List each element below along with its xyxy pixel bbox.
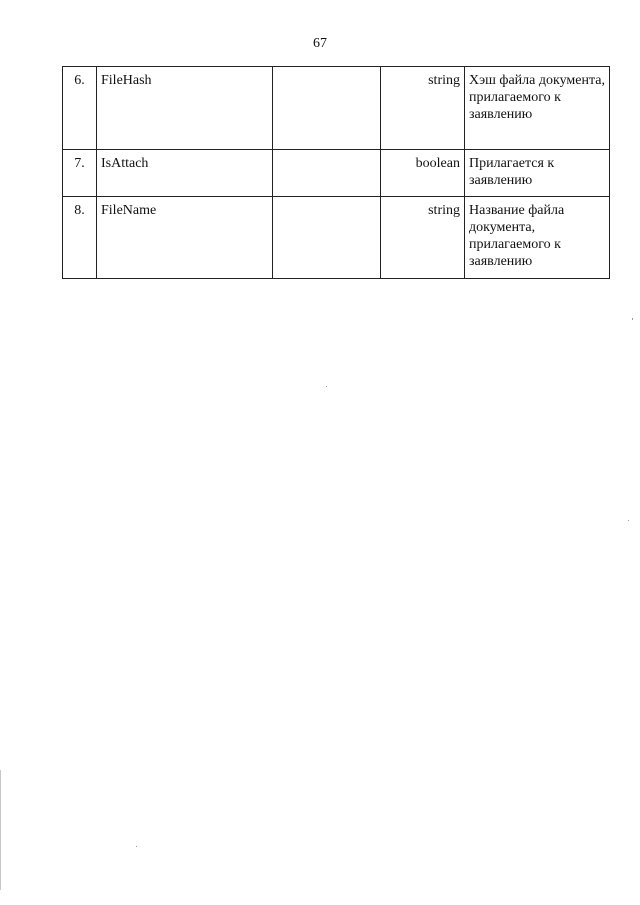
- page-number: 67: [313, 36, 327, 51]
- field-name-cell: FileName: [97, 197, 273, 279]
- field-description-cell: Прилагается к заявлению: [465, 150, 610, 197]
- scan-speck: [628, 520, 629, 521]
- row-number-cell: 7.: [63, 150, 97, 197]
- field-type-cell: string: [381, 197, 465, 279]
- empty-cell: [273, 197, 381, 279]
- field-type-cell: string: [381, 67, 465, 150]
- empty-cell: [273, 67, 381, 150]
- table-row: [63, 150, 610, 197]
- field-name-cell: FileHash: [97, 67, 273, 150]
- table-row: [63, 197, 610, 279]
- field-name-cell: IsAttach: [97, 150, 273, 197]
- field-type-cell: boolean: [381, 150, 465, 197]
- field-description-cell: Название файла документа, прилагаемого к заявлению: [465, 197, 610, 279]
- table-row: [63, 67, 610, 150]
- row-number-cell: 8.: [63, 197, 97, 279]
- empty-cell: [273, 150, 381, 197]
- scan-speck: [136, 846, 137, 847]
- scan-edge-line: [0, 770, 1, 890]
- scan-speck: [326, 386, 327, 387]
- row-number-cell: 6.: [63, 67, 97, 150]
- field-description-cell: Хэш файла документа, прилагаемого к заявлению: [465, 67, 610, 150]
- scan-speck: [632, 318, 633, 320]
- fields-table: [62, 66, 610, 279]
